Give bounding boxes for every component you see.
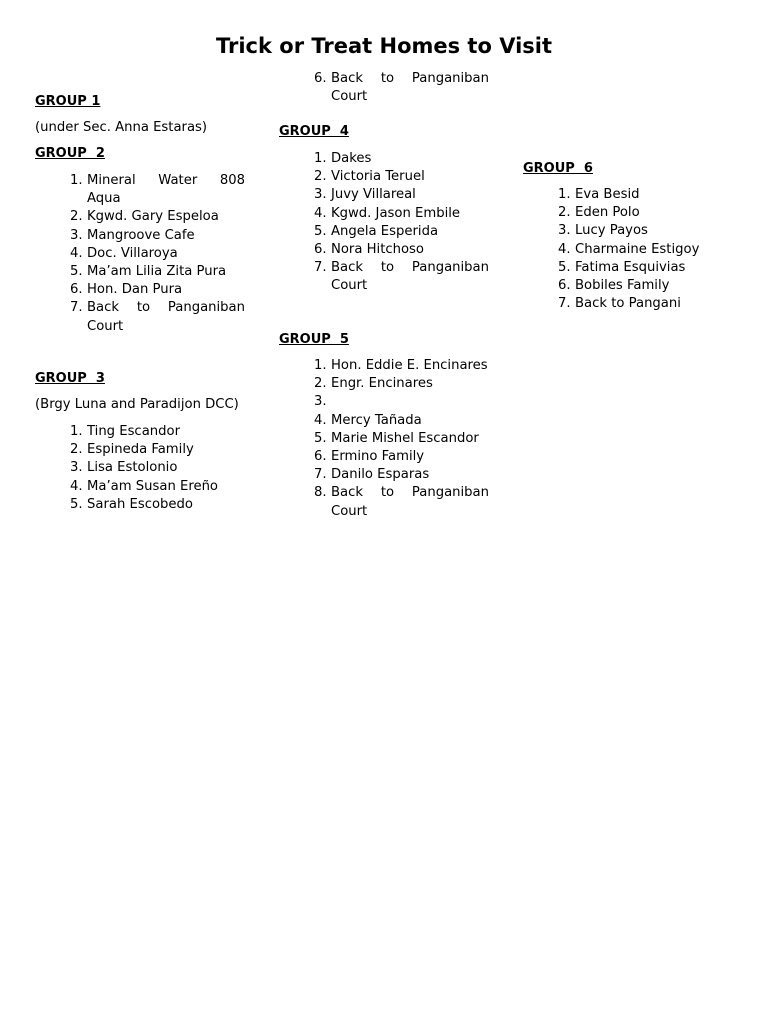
list-item <box>70 441 245 459</box>
list-item <box>314 375 489 393</box>
list-item <box>558 204 738 222</box>
list-item <box>314 430 489 448</box>
list-item-text: Mangroove Cafe <box>87 227 195 243</box>
list-item-text: Kgwd. Jason Embile <box>331 205 461 221</box>
list-item-number: 1. <box>70 424 83 439</box>
list-item <box>70 299 245 335</box>
list-item-text: Eva Besid <box>575 187 640 202</box>
list-item-number: 6. <box>314 71 327 86</box>
list-item-text: Espineda Family <box>87 442 194 458</box>
list-item-text: Hon. Eddie E. Encinares <box>331 358 488 373</box>
list-item <box>70 172 245 208</box>
list-item-number: 5. <box>314 223 327 239</box>
list-item-number: 6. <box>70 282 83 298</box>
list-item-text: Hon. Dan Pura <box>87 282 183 298</box>
list-item <box>70 478 245 496</box>
list-item-text: Bobiles Family <box>575 278 670 294</box>
list-item-text: Ma’am Susan Ereño <box>87 478 219 494</box>
list-item-text: Lucy Payos <box>575 223 648 239</box>
group-6-heading: GROUP 6 <box>523 161 593 176</box>
list-item-number: 5. <box>70 264 83 280</box>
list-item <box>70 423 245 441</box>
list-item-number: 2. <box>314 376 327 392</box>
list-item-text: Mercy Tañada <box>331 412 422 428</box>
group-5-list <box>314 357 489 521</box>
list-item-number: 3. <box>70 460 83 476</box>
list-item-number: 4. <box>314 412 327 428</box>
list-item-text: Back to Pangani <box>575 296 681 312</box>
list-item <box>314 259 489 295</box>
list-item-text: Lisa Estolonio <box>87 460 178 476</box>
list-item <box>314 484 489 520</box>
list-item-text: Mineral Water 808 Aqua <box>87 173 245 207</box>
list-item <box>70 459 245 477</box>
list-item-text: Ting Escandor <box>87 424 180 439</box>
list-item-text: Kgwd. Gary Espeloa <box>87 209 219 225</box>
group-3-note: (Brgy Luna and Paradijon DCC) <box>35 397 239 412</box>
list-item-number: 5. <box>314 430 327 446</box>
list-item-number: 5. <box>558 259 571 275</box>
list-item-number: 2. <box>70 442 83 458</box>
list-item-text: Fatima Esquivias <box>575 259 686 275</box>
list-item <box>314 223 489 241</box>
list-item-number: 1. <box>70 173 83 188</box>
group-2-heading: GROUP 2 <box>35 146 105 161</box>
group-3-heading: GROUP 3 <box>35 371 105 386</box>
list-item-number: 7. <box>314 260 327 276</box>
list-item-number: 4. <box>70 478 83 494</box>
list-item-number: 5. <box>70 496 83 512</box>
list-item <box>70 208 245 226</box>
list-item <box>70 245 245 263</box>
list-item-text: Juvy Villareal <box>331 187 416 203</box>
list-item-number: 2. <box>70 209 83 225</box>
group-1-note: (under Sec. Anna Estaras) <box>35 120 208 135</box>
list-item <box>314 466 489 484</box>
list-item-number: 7. <box>70 300 83 316</box>
list-item <box>314 168 489 186</box>
group-4-list <box>314 150 489 296</box>
list-item-text: Ermino Family <box>331 449 425 465</box>
list-item-number: 1. <box>314 151 327 166</box>
list-item-text: Back to Panganiban Court <box>87 300 245 334</box>
list-item-text: Charmaine Estigoy <box>575 241 700 257</box>
group-4-heading: GROUP 4 <box>279 124 349 139</box>
list-item-number: 6. <box>314 449 327 465</box>
list-item-text: Dakes <box>331 151 372 166</box>
list-item <box>70 281 245 299</box>
list-item-number: 4. <box>314 205 327 221</box>
list-item-text: Marie Mishel Escandor <box>331 430 479 446</box>
group-2-list <box>70 172 245 336</box>
list-item <box>558 277 738 295</box>
list-item-number: 1. <box>558 187 571 202</box>
list-item-number: 6. <box>558 278 571 294</box>
list-item-number: 6. <box>314 242 327 258</box>
list-item <box>314 150 489 168</box>
group-6-list <box>558 186 738 313</box>
list-item <box>314 241 489 259</box>
group-1-heading: GROUP 1 <box>35 94 101 109</box>
group-5-heading: GROUP 5 <box>279 332 349 347</box>
list-item-number: 3. <box>314 394 327 410</box>
list-item-text: Back to Panganiban Court <box>331 260 489 294</box>
list-item-number: 3. <box>70 227 83 243</box>
group-3-list <box>70 423 245 514</box>
list-item-text: Victoria Teruel <box>331 169 425 185</box>
list-item-number: 4. <box>558 241 571 257</box>
list-item-text: Engr. Encinares <box>331 376 433 392</box>
list-item-number: 7. <box>558 296 571 312</box>
list-item-text: Eden Polo <box>575 205 640 221</box>
list-item-text: Angela Esperida <box>331 223 439 239</box>
list-item-number: 2. <box>314 169 327 185</box>
list-item-text: Back to Panganiban Court <box>331 485 489 519</box>
page-title: Trick or Treat Homes to Visit <box>215 34 553 58</box>
continued-list <box>314 70 489 106</box>
list-item-number: 1. <box>314 358 327 373</box>
list-item <box>70 496 245 514</box>
list-item <box>314 448 489 466</box>
list-item-number: 8. <box>314 485 327 501</box>
list-item-text: Back to Panganiban Court <box>331 71 489 105</box>
list-item-text: Doc. Villaroya <box>87 245 178 261</box>
list-item-text: Sarah Escobedo <box>87 496 193 512</box>
list-item <box>314 186 489 204</box>
list-item <box>314 70 489 106</box>
list-item-number: 4. <box>70 245 83 261</box>
list-item-text: Nora Hitchoso <box>331 242 424 258</box>
list-item-number: 3. <box>558 223 571 239</box>
list-item <box>314 205 489 223</box>
list-item <box>558 241 738 259</box>
list-item <box>314 357 489 375</box>
list-item <box>558 186 738 204</box>
list-item <box>558 259 738 277</box>
list-item <box>558 295 738 313</box>
list-item <box>558 222 738 240</box>
list-item-text: Danilo Esparas <box>331 467 430 483</box>
list-item-text: Ma’am Lilia Zita Pura <box>87 264 227 280</box>
list-item-number: 2. <box>558 205 571 221</box>
list-item-text <box>331 393 489 411</box>
list-item <box>314 412 489 430</box>
list-item <box>70 263 245 281</box>
list-item-number: 3. <box>314 187 327 203</box>
list-item <box>70 227 245 245</box>
list-item <box>314 393 489 411</box>
list-item-number: 7. <box>314 467 327 483</box>
